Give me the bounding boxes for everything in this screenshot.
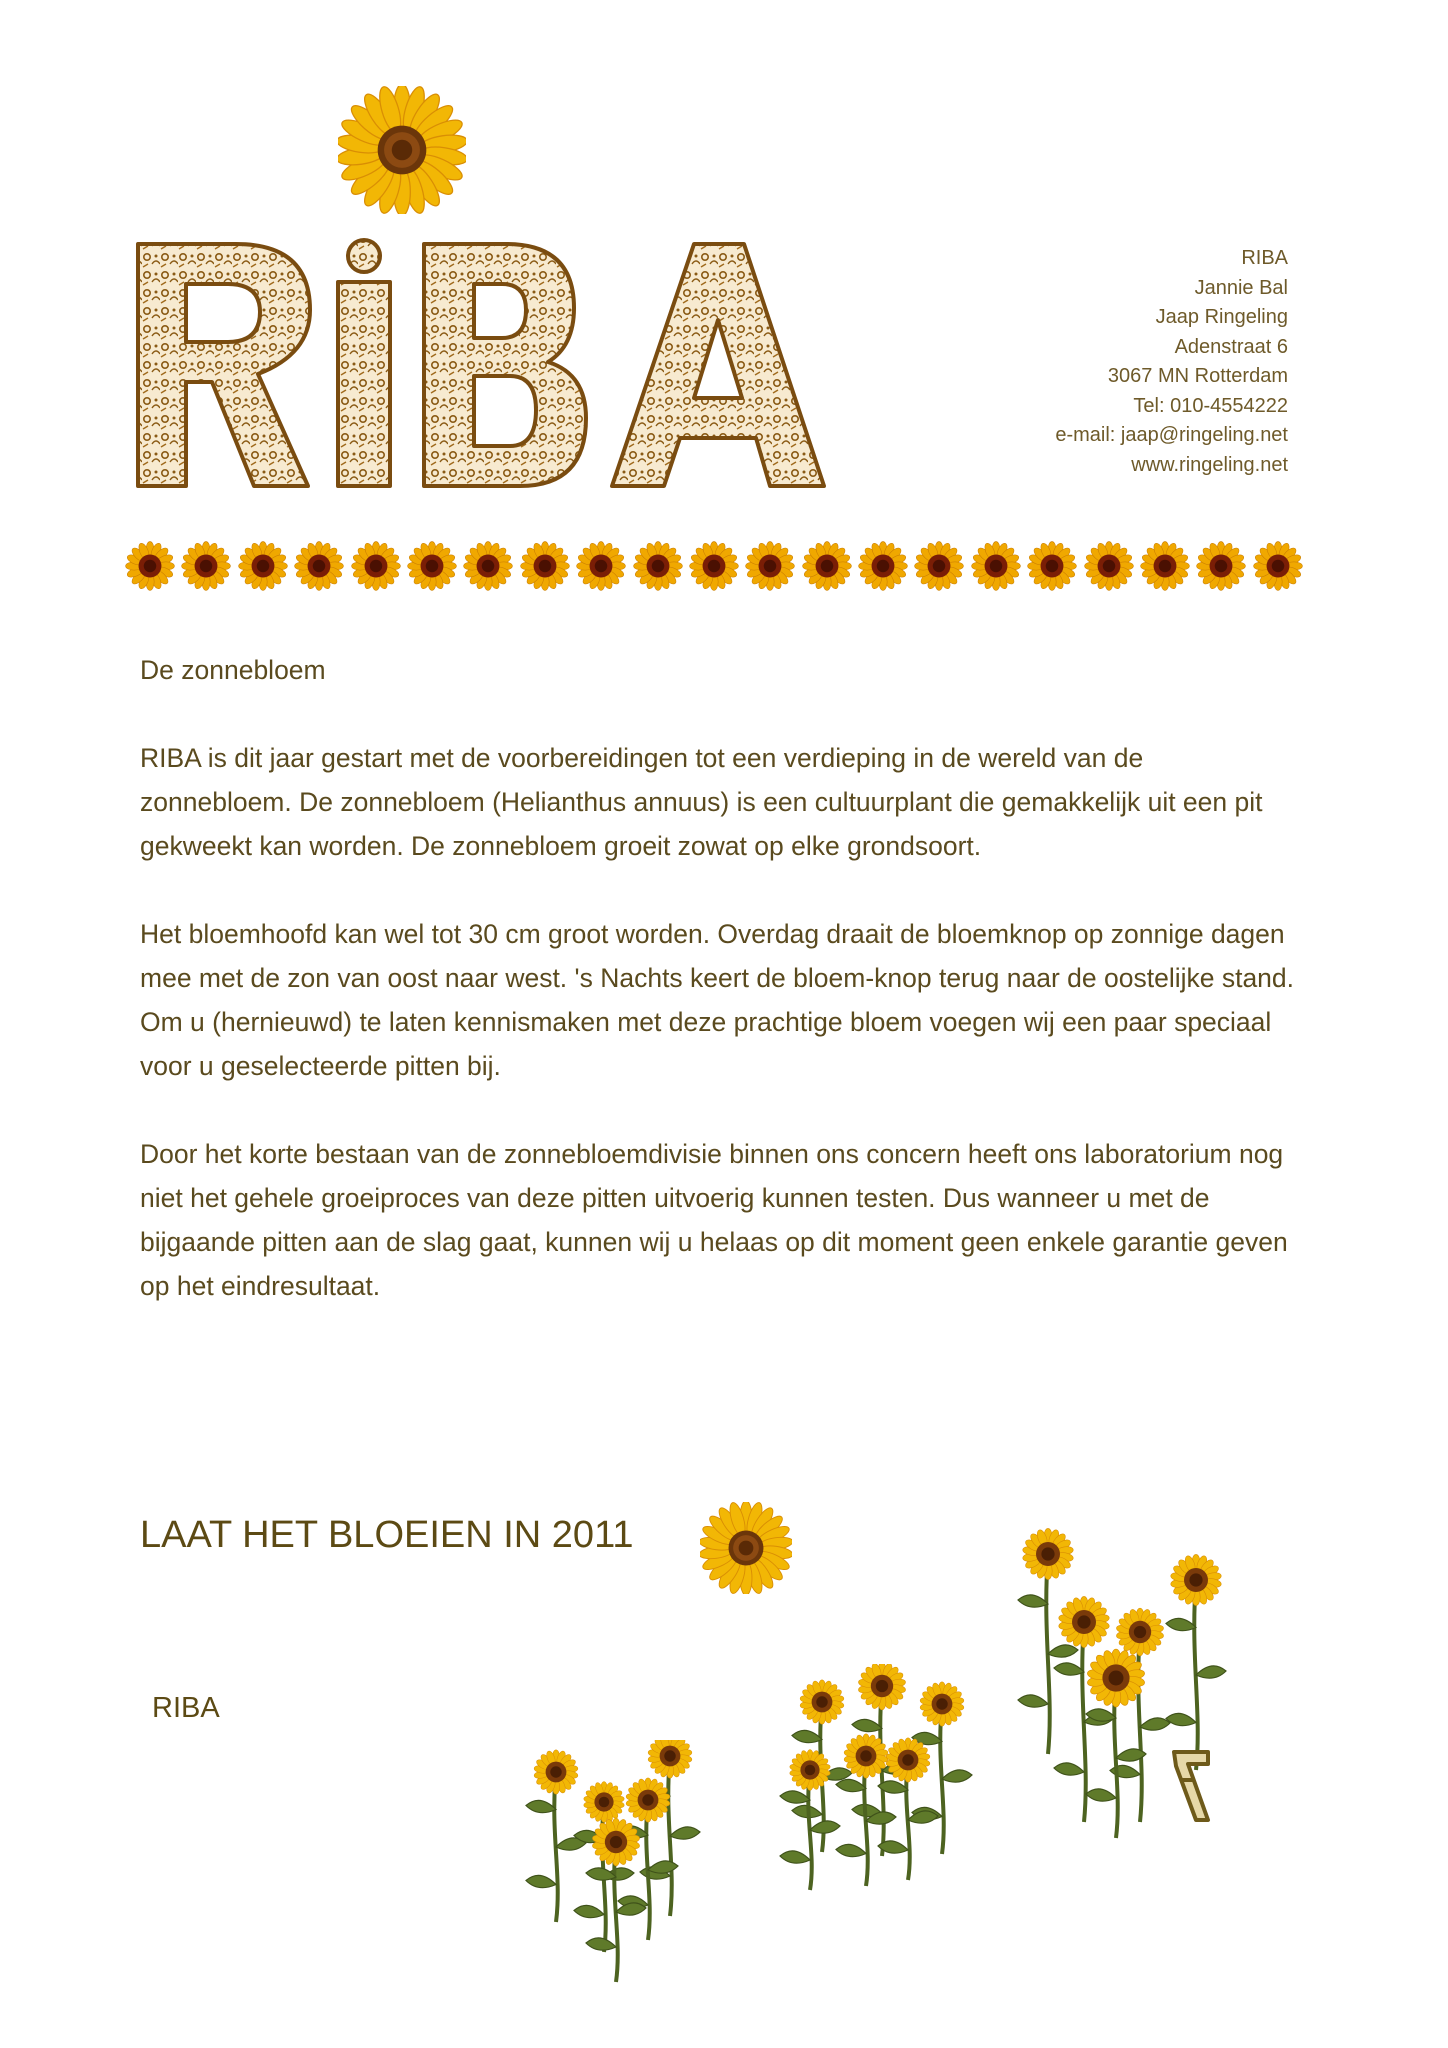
riba-monogram-icon (1168, 1744, 1216, 1828)
sunflower-icon (688, 540, 740, 592)
address-line[interactable]: e-mail: jaap@ringeling.net (1055, 424, 1288, 446)
sunflower-icon (350, 540, 402, 592)
letter-subject: De zonnebloem (140, 655, 326, 685)
sunflower-icon (1252, 540, 1304, 592)
sunflower-icon (1195, 540, 1247, 592)
sunflower-plants-illustration (520, 1740, 730, 1990)
signature: RIBA (152, 1692, 220, 1724)
sunflower-icon (406, 540, 458, 592)
letter-paragraph: RIBA is dit jaar gestart met de voorbereidingen tot een verdieping in de wereld van de zonnebloem. De zonnebloem (Helianthus annuus) is een cultuurplant die gemakkelijk uit een pit gekweekt kan worden. De zonnebloem groeit zowat op elke grondsoort. (140, 743, 1263, 861)
address-line: Jaap Ringeling (1155, 306, 1288, 328)
sunflower-icon (575, 540, 627, 592)
sunflower-plants-illustration (770, 1664, 980, 1914)
address-line: RIBA (1241, 247, 1288, 269)
sunflower-icon (180, 540, 232, 592)
sender-address (928, 244, 1288, 480)
sunflower-icon (338, 86, 466, 214)
riba-logo (124, 234, 864, 496)
sunflower-icon (632, 540, 684, 592)
sunflower-icon (1139, 540, 1191, 592)
address-line: Jannie Bal (1194, 276, 1288, 299)
sunflower-icon (1083, 540, 1135, 592)
sunflower-icon (970, 540, 1022, 592)
sunflower-icon (237, 540, 289, 592)
sunflower-icon (293, 540, 345, 592)
sunflower-icon (700, 1502, 792, 1594)
address-line: Tel: 010-4554222 (1133, 394, 1288, 417)
sunflower-icon (801, 540, 853, 592)
sunflower-icon (462, 540, 514, 592)
letter-body (140, 648, 1300, 1352)
sunflower-icon (913, 540, 965, 592)
address-line: 3067 MN Rotterdam (1107, 365, 1288, 387)
sunflower-icon (1026, 540, 1078, 592)
letter-paragraph: Het bloemhoofd kan wel tot 30 cm groot worden. Overdag draait de bloemknop op zonnige dagen mee met de zon van oost naar west. 's Nachts keert de bloem-knop terug naar de oostelijke stand. Om u (hernieuwd) te laten kennismaken met deze prachtige bloem voegen wij een paar speciaal voor u geselecteerde pitten bij. (140, 919, 1295, 1081)
sunflower-icon (124, 540, 176, 592)
slogan-heading: LAAT HET BLOEIEN IN 2011 (140, 1514, 634, 1556)
sunflower-icon (744, 540, 796, 592)
sunflower-icon (519, 540, 571, 592)
sunflower-icon (857, 540, 909, 592)
sunflower-border (124, 538, 1304, 594)
letter-paragraph: Door het korte bestaan van de zonnebloemdivisie binnen ons concern heeft ons laboratorium nog niet het gehele groeiproces van deze pitten uitvoerig kunnen testen. Dus wanneer u met de bijgaande pitten aan de slag gaat, kunnen wij u helaas op dit moment geen enkele garantie geven op het eindresultaat. (140, 1139, 1288, 1301)
address-line[interactable]: www.ringeling.net (1131, 453, 1288, 476)
address-line: Adenstraat 6 (1174, 335, 1288, 358)
